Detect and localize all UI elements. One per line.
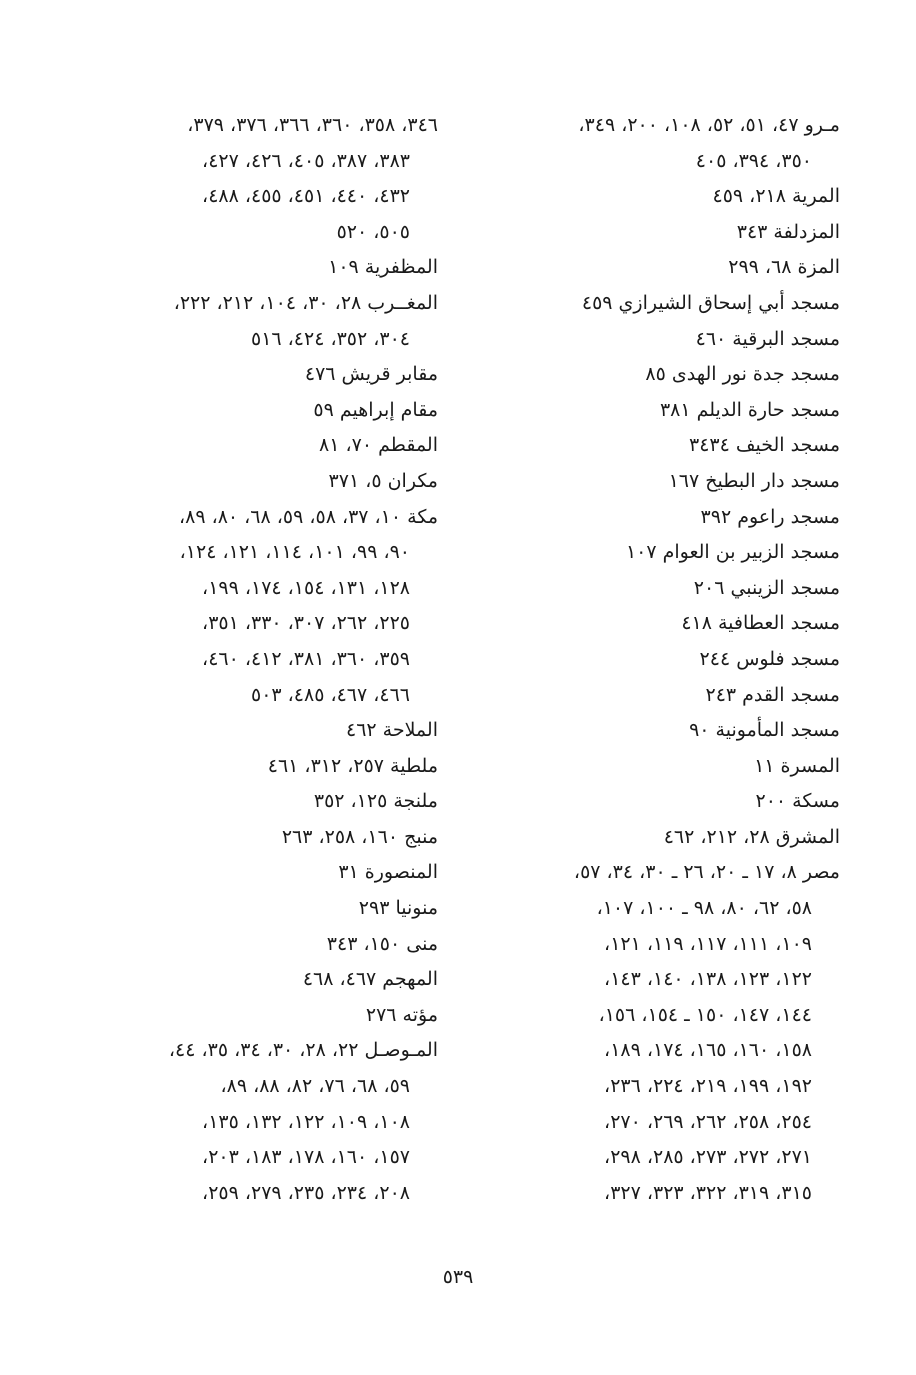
index-entry-continuation: ٥٨، ٦٢، ٨٠، ٩٨ ـ ١٠٠، ١٠٧، [596,897,812,920]
index-entry: مسكة ٢٠٠ [755,790,840,813]
index-entry-continuation: ١٠٩، ١١١، ١١٧، ١١٩، ١٢١، [604,932,812,955]
index-column-left [78,108,438,1211]
index-entry: الملاحة ٤٦٢ [346,719,438,742]
index-entry: مسجد القدم ٢٤٣ [705,683,840,706]
index-entry: المظفرية ١٠٩ [328,256,438,279]
index-entry-continuation: ١٥٧، ١٦٠، ١٧٨، ١٨٣، ٢٠٣، [202,1146,410,1169]
index-entry: مسجد حارة الديلم ٣٨١ [659,398,840,421]
index-entry: مسجد جدة نور الهدى ٨٥ [645,363,840,386]
index-entry-continuation: ٥٠٥، ٥٢٠ [336,220,410,243]
index-entry-continuation: ١٩٢، ١٩٩، ٢١٩، ٢٢٤، ٢٣٦، [604,1075,812,1098]
index-entry: المقطم ٧٠، ٨١ [319,434,438,457]
index-entry: مصر ٨، ١٧ ـ ٢٠، ٢٦ ـ ٣٠، ٣٤، ٥٧، [573,861,840,884]
index-entry: ملطية ٢٥٧، ٣١٢، ٤٦١ [267,754,438,777]
index-entry: مؤته ٢٧٦ [365,1003,438,1026]
index-entry-continuation: ٤٦٦، ٤٦٧، ٤٨٥، ٥٠٣ [250,683,410,706]
index-entry-continuation: ٢٧١، ٢٧٢، ٢٧٣، ٢٨٥، ٢٩٨، [604,1146,812,1169]
index-entry: المغــرب ٢٨، ٣٠، ١٠٤، ٢١٢، ٢٢٢، [173,291,438,314]
index-entry: مسجد أبي إسحاق الشيرازي ٤٥٩ [581,291,840,314]
index-column-right [480,108,840,1211]
index-entry-continuation: ١٤٤، ١٤٧، ١٥٠ ـ ١٥٤، ١٥٦، [598,1003,812,1026]
index-entry-continuation: ٣٥٠، ٣٩٤، ٤٠٥ [695,149,812,172]
index-entry: مسجد الخيف ٣٤٣٤ [688,434,840,457]
index-entry-continuation: ٣١٥، ٣١٩، ٣٢٢، ٣٢٣، ٣٢٧، [604,1181,812,1204]
index-entry: مقام إبراهيم ٥٩ [313,398,438,421]
index-entry-continuation: ٣٠٤، ٣٥٢، ٤٢٤، ٥١٦ [250,327,410,350]
index-entry-continuation: ٥٩، ٦٨، ٧٦، ٨٢، ٨٨، ٨٩، [220,1075,410,1098]
index-entry-continuation: ١٥٨، ١٦٠، ١٦٥، ١٧٤، ١٨٩، [604,1039,812,1062]
index-entry-continuation: ٣٥٩، ٣٦٠، ٣٨١، ٤١٢، ٤٦٠، [202,647,410,670]
index-entry: مسجد راعوم ٣٩٢ [700,505,840,528]
index-entry-continuation: ٩٠، ٩٩، ١٠١، ١١٤، ١٢١، ١٢٤، [179,541,410,564]
index-entry: المزة ٦٨، ٢٩٩ [728,256,840,279]
index-entry-continuation: ٢٥٤، ٢٥٨، ٢٦٢، ٢٦٩، ٢٧٠، [604,1110,812,1133]
index-entry: منى ١٥٠، ٣٤٣ [326,932,438,955]
index-entry: المرية ٢١٨، ٤٥٩ [712,185,840,208]
index-entry-continuation: ١٠٨، ١٠٩، ١٢٢، ١٣٢، ١٣٥، [202,1110,410,1133]
index-entry: مسجد البرقية ٤٦٠ [695,327,840,350]
index-entry: مسجد العطافية ٤١٨ [681,612,840,635]
index-entry-continuation: ٣٨٣، ٣٨٧، ٤٠٥، ٤٢٦، ٤٢٧، [202,149,410,172]
index-entry: المشرق ٢٨، ٢١٢، ٤٦٢ [663,825,840,848]
index-entry-continuation: ٢٢٥، ٢٦٢، ٣٠٧، ٣٣٠، ٣٥١، [202,612,410,635]
index-entry: ٣٤٦، ٣٥٨، ٣٦٠، ٣٦٦، ٣٧٦، ٣٧٩، [187,114,438,136]
index-entry: مسجد فلوس ٢٤٤ [699,647,840,670]
index-entry: المزدلفة ٣٤٣ [736,220,840,243]
index-entry: مقابر قريش ٤٧٦ [304,363,438,386]
index-entry: المسرة ١١ [754,754,840,777]
index-entry: منبج ١٦٠، ٢٥٨، ٢٦٣ [281,825,438,848]
index-entry-continuation: ١٢٨، ١٣١، ١٥٤، ١٧٤، ١٩٩، [202,576,410,599]
index-entry: مسجد دار البطيخ ١٦٧ [668,469,840,492]
index-entry-continuation: ٤٣٢، ٤٤٠، ٤٥١، ٤٥٥، ٤٨٨، [202,185,410,208]
index-entry: منونيا ٢٩٣ [358,897,438,920]
index-entry: المـوصـل ٢٢، ٢٨، ٣٠، ٣٤، ٣٥، ٤٤، [168,1039,438,1062]
index-entry: المنصورة ٣١ [338,861,438,884]
index-entry: مسجد المأمونية ٩٠ [689,719,840,742]
index-entry: مـرو ٤٧، ٥١، ٥٢، ١٠٨، ٢٠٠، ٣٤٩، [578,114,840,136]
index-entry: ملنجة ١٢٥، ٣٥٢ [313,790,438,813]
index-entry: مكة ١٠، ٣٧، ٥٨، ٥٩، ٦٨، ٨٠، ٨٩، [178,505,438,528]
page-number: ٥٣٩ [442,1266,474,1288]
index-entry: المهجم ٤٦٧، ٤٦٨ [302,968,438,991]
index-entry: مكران ٥، ٣٧١ [328,469,438,492]
index-entry: مسجد الزينبي ٢٠٦ [693,576,840,599]
index-entry: مسجد الزبير بن العوام ١٠٧ [625,541,840,564]
index-entry-continuation: ٢٠٨، ٢٣٤، ٢٣٥، ٢٧٩، ٢٥٩، [202,1181,410,1204]
index-entry-continuation: ١٢٢، ١٢٣، ١٣٨، ١٤٠، ١٤٣، [604,968,812,991]
